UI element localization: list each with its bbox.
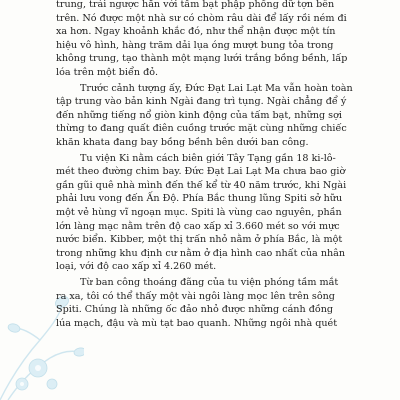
text-line: khăn khata đang bay bồng bềnh bên dưới ban công. bbox=[56, 137, 309, 148]
text-line: xa hơn. Ngay khoảnh khắc đó, như thể nhận được một tín bbox=[56, 26, 336, 38]
text-line: lớn làng mạc nằm trên độ cao xấp xỉ 3.660 mét so với mực bbox=[56, 220, 340, 232]
text-line: Từ ban công thoáng đãng của tu viện phóng tầm mắt bbox=[80, 277, 339, 288]
text-line: trung, trái ngược hẳn với tấm bạt phập phồng dữ tợn bên bbox=[56, 0, 335, 10]
text-line: Spiti. Chúng là những ốc đảo nhỏ được những cánh đồng bbox=[56, 304, 334, 316]
text-line: Trước cảnh tượng ấy, Đức Đạt Lai Lạt Ma vẫn hoàn toàn bbox=[80, 82, 353, 94]
text-line: phải lưu vong đến Ấn Độ. Phía Bắc thung lũng Spiti sở hữu bbox=[56, 193, 343, 205]
text-line: trong những khu định cư nằm ở địa hình cao nhất của nhân bbox=[56, 247, 346, 259]
text-line: gần gũi quê nhà mình đến thế kể từ 40 năm trước, khi Ngài bbox=[56, 179, 347, 191]
text-line: nước biển. Kibber, một thị trấn nhỏ nằm ở phía Bắc, là một bbox=[56, 234, 343, 246]
text-line: mét theo đường chim bay. Đức Đạt Lai Lạt Ma chưa bao giờ bbox=[56, 166, 346, 178]
text-line: không trung, tạo thành một mạng lưới trắng bồng bềnh, lấp bbox=[56, 53, 348, 65]
text-line: Tu viện Ki nằm cách biên giới Tây Tạng gần 18 ki-lô- bbox=[80, 152, 336, 164]
text-line: loại, với độ cao xấp xỉ 4.260 mét. bbox=[56, 261, 217, 273]
text-line: hiệu vô hình, hàng trăm dải lụa óng mượt bung tỏa trong bbox=[56, 39, 334, 51]
text-line: lóa trên một biển đỏ. bbox=[56, 67, 159, 78]
text-line: trên. Nó được một nhà sư có chòm râu dài để lấy rồi ném đi bbox=[56, 12, 347, 24]
text-line: tập trung vào bản kinh Ngài đang trì tụng. Ngài chẳng để ý bbox=[56, 96, 347, 108]
text-line: một vẻ hùng vĩ ngoạn mục. Spiti là vùng cao nguyên, phần bbox=[56, 207, 342, 218]
text-line: ra xa, tôi có thể thấy một vài ngôi làng mọc lên trên sông bbox=[56, 290, 335, 302]
text-line: đến những tiếng nổ giòn kinh động của tấm bạt, những sợi bbox=[56, 109, 342, 121]
text-line: lúa mạch, đậu và mù tạt bao quanh. Những ngôi nhà quét bbox=[56, 317, 338, 329]
text-line: thừng to đang quất điên cuồng trước mặt cùng những chiếc bbox=[56, 123, 347, 135]
